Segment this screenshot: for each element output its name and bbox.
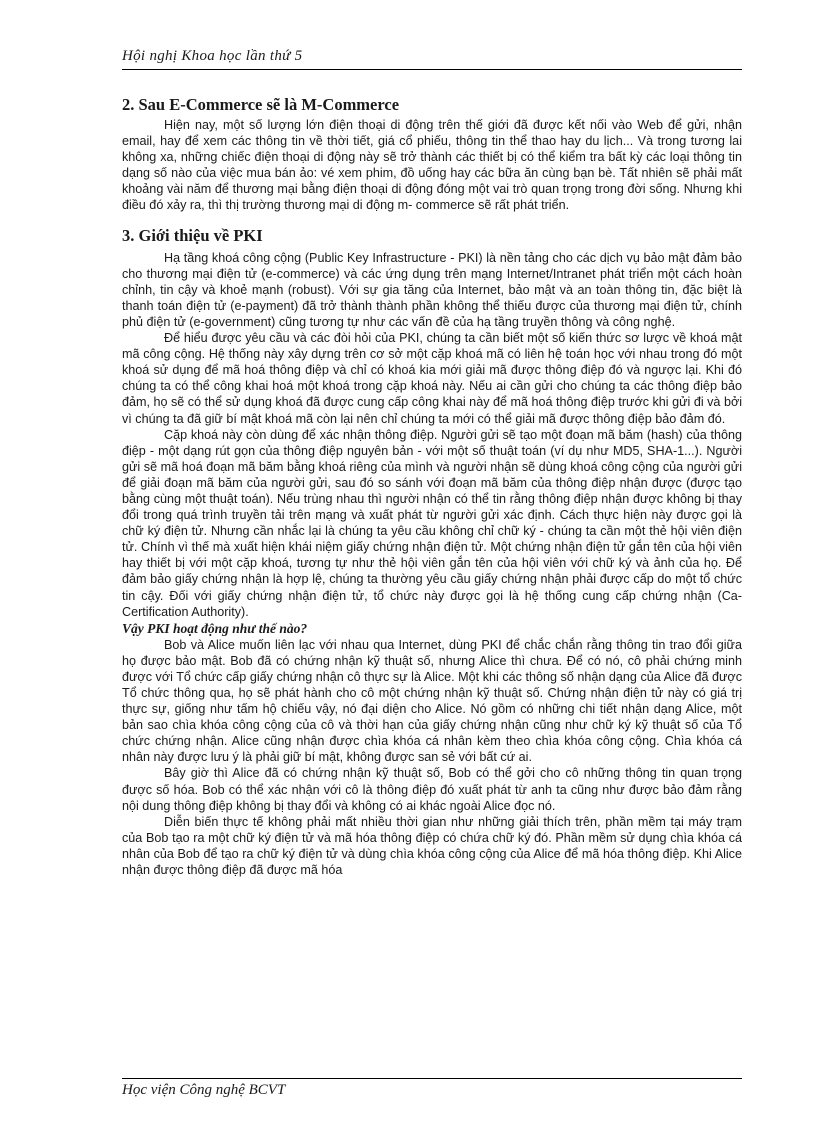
header-title: Hội nghị Khoa học lần thứ 5 [122, 48, 303, 64]
section-3-paragraph-5: Bây giờ thì Alice đã có chứng nhận kỹ thuật số, Bob có thể gởi cho cô những thông tin quan trọng được số hóa. Bob có thể xác nhận với cô là thông điệp đó xuất phát từ anh ta cũng như được bảo đảm rằng nội dung thông điệp không bị thay đổi và không có ai khác ngoài Alice đọc nó. [122, 766, 742, 813]
section-3-paragraph-3: Cặp khoá này còn dùng để xác nhận thông điệp. Người gửi sẽ tạo một đoạn mã băm (hash) của thông điệp - một dạng rút gọn của thông điệp nguyên bản - với một số thuật toán (ví dụ như MD5, SHA-1...). Người gửi sẽ mã hoá đoạn mã băm bằng khoá riêng của mình và người nhận sẽ dùng khoá công cộng của người gửi để giải đoạn mã băm của người gửi, sau đó so sánh với đoạn mã băm của thông điệp nhận được (được tạo bằng cùng một thuật toán). Nếu trùng nhau thì người nhận có thể tin rằng thông điệp nhận được không bị thay đổi trong quá trình truyền tải trên mạng và xuất phát từ người gửi xác định. Cách thực hiện này được gọi là chữ ký điện tử. Nhưng cần nhắc lại là chúng ta yêu cầu không chỉ chữ ký - chúng ta cần một thẻ hội viên điện tử. Chính vì thế mà xuất hiện khái niệm giấy chứng nhận điện tử. Một chứng nhận điện tử gắn tên của hội viên hay thiết bị với một cặp khoá, tương tự như thẻ hội viên gắn tên của hội viên với chữ ký và ảnh của họ. Để đảm bảo giấy chứng nhận là hợp lệ, chúng ta thường yêu cầu giấy chứng nhận phải được cấp do một tổ chức tin cậy. Đối với giấy chứng nhận điện tử, tổ chức này được gọi là hệ thống cung cấp chứng nhận (Ca-Certification Authority). [122, 427, 742, 619]
footer-text: Học viện Công nghệ BCVT [122, 1082, 286, 1098]
section-3-paragraph-2: Để hiểu được yêu cầu và các đòi hỏi của PKI, chúng ta cần biết một số kiến thức sơ lược về khoá mật mã công cộng. Hệ thống này xây dựng trên cơ sở một cặp khoá mã có liên hệ toán học với nhau trong đó một khoá sử dụng để mã hoá thông điệp và chỉ có khoá kia mới giải mã được thông điệp đó và ngược lại. Khi đó chúng ta có thể công khai hoá một khoá trong cặp khoá này. Nếu ai cần gửi cho chúng ta các thông điệp bảo đảm, họ sẽ có thể sử dụng khoá đã được cung cấp công khai này để mã hoá thông điệp trước khi gửi đi và bởi vì chúng ta đã giữ bí mật khoá mã còn lại nên chỉ chúng ta mới có thể giải mã được thông điệp bảo đảm đó. [122, 331, 742, 426]
subheading-question: Vậy PKI hoạt động như thế nào? [122, 620, 308, 636]
section-2-title: 2. Sau E-Commerce sẽ là M-Commerce [122, 95, 400, 114]
section-2-paragraph: Hiện nay, một số lượng lớn điện thoại di động trên thế giới đã được kết nối vào Web để gửi, nhận email, hay để xem các thông tin về thời tiết, giá cổ phiếu, thông tin thể thao hay du lịch... Và trong tương lai không xa, những chiếc điện thoại di động này sẽ trở thành các thiết bị có thể kiểm tra bất kỳ các loại thông tin dạng số nào của việc mua bán ảo: vé xem phim, đồ uống hay các bữa ăn cùng bạn bè. Tất nhiên sẽ phải mất khoảng vài năm để thương mại bằng điện thoại di động đóng một vai trò quan trọng trong đời sống. Nhưng khi điều đó xảy ra, thì thị trường thương mại di động m- commerce sẽ rất phát triển. [122, 118, 742, 213]
section-3-title: 3. Giới thiệu về PKI [122, 225, 263, 245]
section-3-paragraph-1: Hạ tầng khoá công cộng (Public Key Infrastructure - PKI) là nền tảng cho các dịch vụ bảo mật đảm bảo cho thương mại điện tử (e-commerce) và các ứng dụng trên mạng Internet/Intranet phát triển một cách hoàn chỉnh, tin cậy và khoẻ mạnh (robust). Với sự gia tăng của Internet, bảo mật và an toàn thông tin, đặc biệt là thanh toán điện tử (e-payment) đã trở thành thành phần không thể thiếu được của thương mại điện tử, chính phủ điện tử (e-government) cũng tương tự như các vấn đề của hạ tầng truyền thông và công nghệ. [122, 250, 742, 329]
section-3-paragraph-6: Diễn biến thực tế không phải mất nhiều thời gian như những giải thích trên, phần mềm tại máy trạm của Bob tạo ra một chữ ký điện tử và mã hóa thông điệp có chứa chữ ký đó. Phần mềm sử dụng chìa khóa cá nhân của Bob để tạo ra chữ ký điện tử và dùng chìa khóa công cộng của Alice để mã hóa thông điệp. Khi Alice nhận được thông điệp đã được mã hóa [122, 814, 742, 878]
page-header [122, 47, 742, 70]
page-content [122, 95, 742, 878]
page-footer [122, 1078, 742, 1103]
section-3-paragraph-4: Bob và Alice muốn liên lạc với nhau qua Internet, dùng PKI để chắc chắn rằng thông tin trao đổi giữa họ được bảo mật. Bob đã có chứng nhận kỹ thuật số, nhưng Alice thì chưa. Để có nó, cô phải chứng minh được với Tổ chức cấp giấy chứng nhận cô thực sự là Alice. Một khi các thông số nhận dạng của Alice đã được Tổ chức thông qua, họ sẽ phát hành cho cô một chứng nhận kỹ thuật số. Chứng nhận điện tử này có giá trị thực sự, giống như tấm hộ chiếu vậy, nó đại diện cho Alice. Nó gồm có những chi tiết nhận dạng Alice, một bản sao chìa khóa công cộng của cô và thời hạn của giấy chứng nhận cũng như chữ ký kỹ thuật số của Tổ chức chứng nhận. Alice cũng nhận được chìa khóa cá nhân kèm theo chìa khóa công cộng. Chìa khóa cá nhân này được lưu ý là phải giữ bí mật, không được san sẻ với bất cứ ai. [122, 637, 742, 765]
